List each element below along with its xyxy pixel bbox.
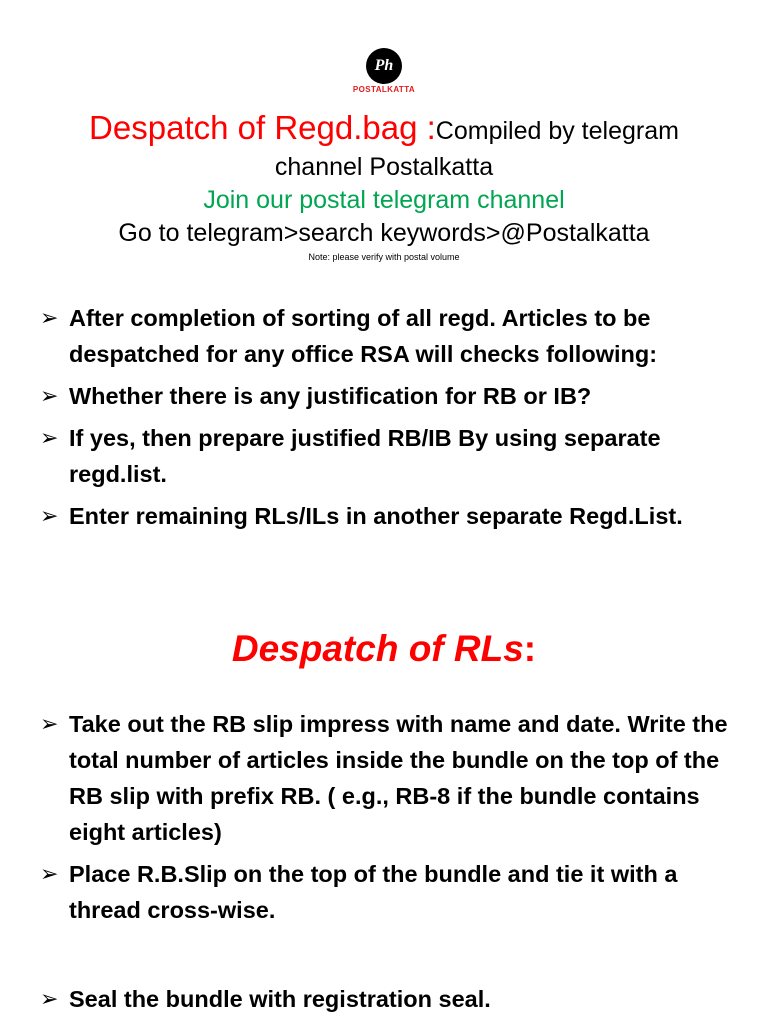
section-heading-despatch-rls bbox=[0, 624, 768, 674]
list-item bbox=[40, 706, 740, 850]
list-item bbox=[40, 981, 740, 1017]
logo-text: POSTALKATTA bbox=[352, 85, 416, 94]
list-item-text: After completion of sorting of all regd. Articles to be despatched for any office RSA will checks following: bbox=[69, 305, 658, 367]
regd-bag-steps-list bbox=[40, 300, 740, 540]
arrow-bullet-icon: ➢ bbox=[40, 861, 59, 886]
despatch-rls-steps-list bbox=[40, 706, 740, 934]
section-heading-colon: : bbox=[523, 628, 537, 669]
page-title bbox=[0, 108, 768, 151]
arrow-bullet-icon: ➢ bbox=[40, 711, 59, 736]
telegram-instructions: Go to telegram>search keywords>@Postalkatta bbox=[118, 219, 650, 247]
list-item-text: If yes, then prepare justified RB/IB By using separate regd.list. bbox=[69, 425, 661, 487]
arrow-bullet-icon: ➢ bbox=[40, 503, 59, 528]
seal-step-list bbox=[40, 981, 740, 1017]
section-heading-text: Despatch of RLs bbox=[231, 628, 524, 669]
list-item-text: Place R.B.Slip on the top of the bundle and tie it with a thread cross-wise. bbox=[69, 861, 678, 923]
logo-monogram: Ph bbox=[366, 48, 402, 84]
list-item bbox=[40, 856, 740, 928]
list-item-text: Whether there is any justification for RB or IB? bbox=[69, 383, 592, 409]
list-item bbox=[40, 420, 740, 492]
logo bbox=[0, 48, 768, 94]
join-channel-text: Join our postal telegram channel bbox=[203, 186, 565, 214]
arrow-bullet-icon: ➢ bbox=[40, 425, 59, 450]
arrow-bullet-icon: ➢ bbox=[40, 986, 59, 1011]
list-item-text: Seal the bundle with registration seal. bbox=[69, 986, 491, 1012]
title-credit: Compiled by telegram bbox=[435, 117, 679, 145]
list-item-text: Enter remaining RLs/ILs in another separate Regd.List. bbox=[69, 503, 683, 529]
list-item bbox=[40, 378, 740, 414]
list-item bbox=[40, 498, 740, 534]
title-credit-line2: channel Postalkatta bbox=[274, 153, 494, 181]
page-header bbox=[0, 108, 768, 264]
list-item bbox=[40, 300, 740, 372]
verify-note: Note: please verify with postal volume bbox=[308, 252, 460, 262]
arrow-bullet-icon: ➢ bbox=[40, 305, 59, 330]
list-item-text: Take out the RB slip impress with name and date. Write the total number of articles inside the bundle on the top of the RB slip with prefix RB. ( e.g., RB-8 if the bundle contains eight articles) bbox=[69, 711, 728, 845]
arrow-bullet-icon: ➢ bbox=[40, 383, 59, 408]
title-main: Despatch of Regd.bag : bbox=[89, 109, 436, 146]
